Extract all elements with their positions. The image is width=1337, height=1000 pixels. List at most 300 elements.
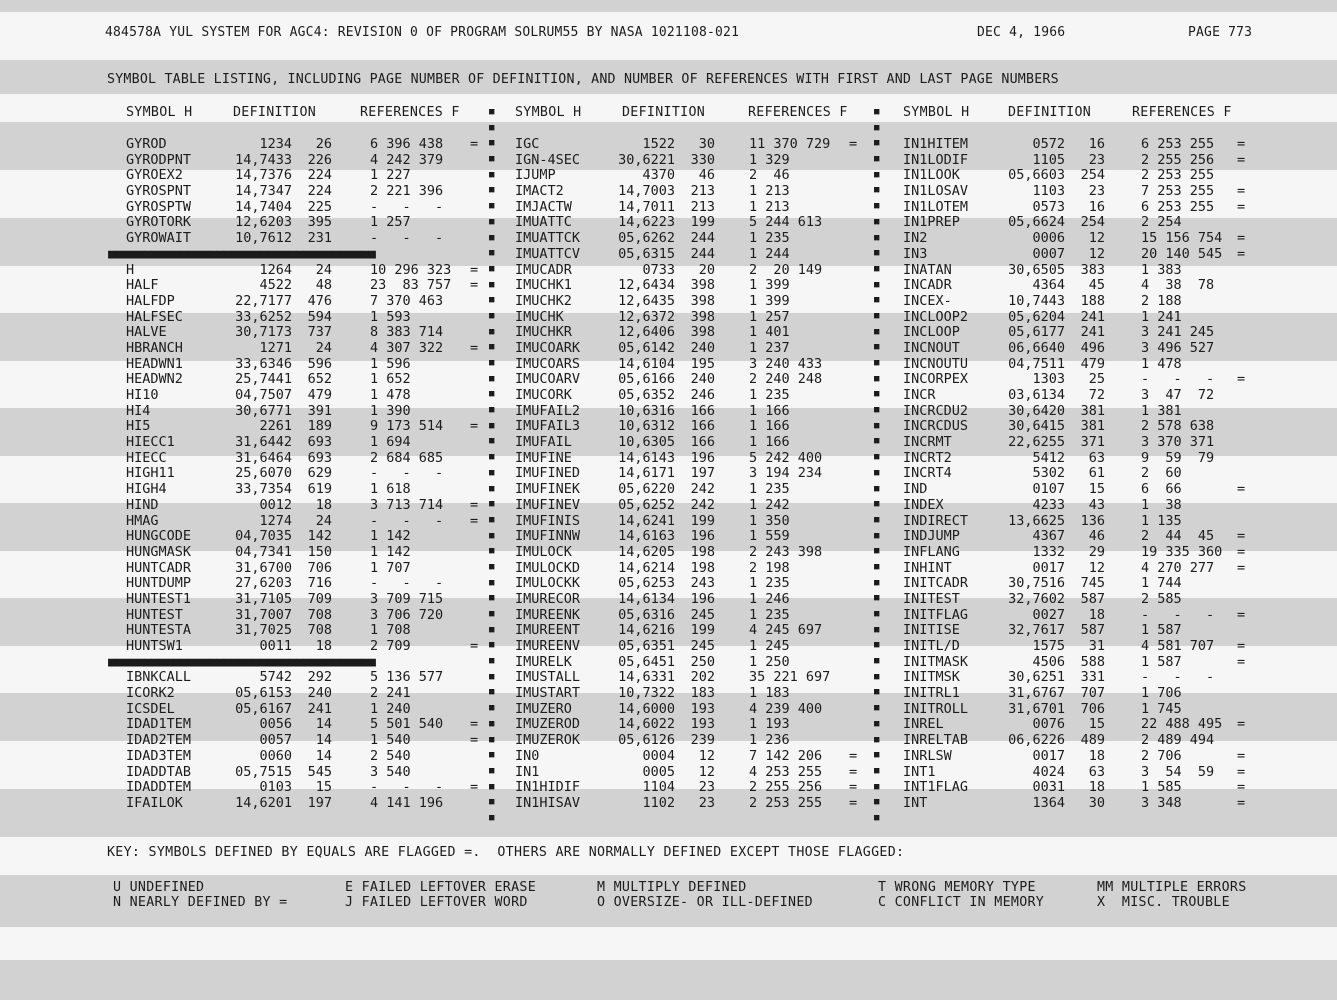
symbol-name: IMUSTART xyxy=(515,685,581,702)
symbol-name: IN2 xyxy=(903,230,928,247)
definition-page: 708 xyxy=(307,606,332,623)
symbol-name: INCEX- xyxy=(903,292,952,309)
definition-page: 398 xyxy=(690,277,715,294)
divider-mark: ■ xyxy=(489,373,495,384)
definition-address: 14,6201 xyxy=(235,794,292,811)
definition-address: 0076 xyxy=(1032,716,1065,733)
definition-address: 0012 xyxy=(259,496,292,513)
divider-mark: ■ xyxy=(874,765,880,776)
symbol-row xyxy=(497,561,873,577)
reference-counts: 1 142 xyxy=(370,543,411,560)
definition-address: 30,7173 xyxy=(235,324,292,341)
legend-code: O OVERSIZE- OR ILL-DEFINED xyxy=(597,895,813,910)
definition-page: 242 xyxy=(690,481,715,498)
divider-mark: ■ xyxy=(489,812,495,823)
definition-address: 0004 xyxy=(642,747,675,764)
symbol-name: INCLOOP2 xyxy=(903,308,969,325)
definition-page: 693 xyxy=(307,434,332,451)
divider-mark: ■ xyxy=(874,201,880,212)
symbol-name: INCORPEX xyxy=(903,371,969,388)
definition-address: 25,6070 xyxy=(235,465,292,482)
symbol-name: HMAG xyxy=(126,512,159,529)
reference-counts: 4 38 78 xyxy=(1141,277,1215,294)
symbol-name: INT xyxy=(903,794,928,811)
divider-mark: ■ xyxy=(489,499,495,510)
symbol-name: HEADWN2 xyxy=(126,371,183,388)
flag: = xyxy=(470,339,479,356)
definition-address: 12,6203 xyxy=(235,214,292,231)
symbol-name: IMUZERO xyxy=(515,700,572,717)
definition-address: 0011 xyxy=(259,638,292,654)
reference-counts: 2 255 256 xyxy=(1141,151,1215,168)
flag: = xyxy=(1237,779,1246,796)
definition-address: 14,6331 xyxy=(618,669,675,686)
definition-page: 594 xyxy=(307,308,332,325)
symbol-name: INDIRECT xyxy=(903,512,969,529)
symbol-row xyxy=(885,670,1265,686)
col2-symbol-header: SYMBOL H xyxy=(515,105,582,120)
symbol-name: IMUFINEV xyxy=(515,496,581,513)
symbol-row xyxy=(885,623,1265,639)
symbol-row xyxy=(108,168,488,184)
reference-counts: 1 244 xyxy=(749,245,790,262)
symbol-row xyxy=(497,200,873,216)
definition-address: 05,6142 xyxy=(618,339,675,356)
divider-mark: ■ xyxy=(489,781,495,792)
symbol-row xyxy=(108,796,488,812)
definition-page: 196 xyxy=(690,528,715,545)
definition-address: 0007 xyxy=(1032,245,1065,262)
symbol-row xyxy=(108,623,488,639)
divider-mark: ■ xyxy=(489,420,495,431)
symbol-row xyxy=(108,749,488,765)
divider-mark: ■ xyxy=(874,122,880,133)
symbol-row xyxy=(885,749,1265,765)
symbol-name: HUNTDUMP xyxy=(126,575,192,592)
definition-address: 14,6022 xyxy=(618,716,675,733)
definition-address: 12,6435 xyxy=(618,292,675,309)
definition-address: 10,6305 xyxy=(618,434,675,451)
definition-address: 1103 xyxy=(1032,183,1065,200)
definition-page: 63 xyxy=(1088,763,1105,780)
divider-mark: ■ xyxy=(489,750,495,761)
definition-page: 189 xyxy=(307,418,332,435)
symbol-name: INITRL1 xyxy=(903,685,960,702)
definition-page: 25 xyxy=(1088,371,1105,388)
symbol-row xyxy=(108,419,488,435)
definition-page: 246 xyxy=(690,387,715,403)
definition-address: 4024 xyxy=(1032,763,1065,780)
flag: = xyxy=(1237,245,1246,262)
symbol-name: INITFLAG xyxy=(903,606,969,623)
definition-page: 136 xyxy=(1080,512,1105,529)
symbol-row xyxy=(108,388,488,404)
definition-address: 30,6771 xyxy=(235,402,292,419)
divider-mark: ■ xyxy=(874,671,880,682)
symbol-name: GYROWAIT xyxy=(126,230,192,247)
definition-address: 30,6415 xyxy=(1008,418,1065,435)
symbol-name: HUNTCADR xyxy=(126,559,192,576)
reference-counts: 1 478 xyxy=(370,387,411,403)
symbol-row xyxy=(885,608,1265,624)
reference-counts: 1 329 xyxy=(749,151,790,168)
legend-code: U UNDEFINED xyxy=(113,880,205,895)
definition-address: 31,6700 xyxy=(235,559,292,576)
definition-address: 4506 xyxy=(1032,653,1065,670)
divider-mark: ■ xyxy=(489,671,495,682)
definition-page: 240 xyxy=(690,339,715,356)
listing-subtitle: SYMBOL TABLE LISTING, INCLUDING PAGE NUMBER OF DEFINITION, AND NUMBER OF REFERENCES WITH FIRST AND LAST PAGE NUMBERS xyxy=(107,72,1059,87)
divider-mark: ■ xyxy=(489,624,495,635)
definition-address: 04,7507 xyxy=(235,387,292,403)
definition-address: 05,6603 xyxy=(1008,167,1065,184)
reference-counts: 1 350 xyxy=(749,512,790,529)
symbol-row xyxy=(885,545,1265,561)
symbol-name: IN3 xyxy=(903,245,928,262)
divider-mark: ■ xyxy=(489,107,495,117)
definition-page: 241 xyxy=(1080,324,1105,341)
flag: = xyxy=(470,496,479,513)
divider-mark: ■ xyxy=(874,389,880,400)
symbol-name: INCR xyxy=(903,387,936,403)
definition-address: 30,6251 xyxy=(1008,669,1065,686)
symbol-row xyxy=(497,592,873,608)
definition-address: 04,7511 xyxy=(1008,355,1065,372)
symbol-name: HALVE xyxy=(126,324,167,341)
symbol-name: IMULOCKD xyxy=(515,559,581,576)
symbol-name: HIECC xyxy=(126,449,167,466)
symbol-row xyxy=(497,482,873,498)
symbol-name: GYROD xyxy=(126,136,167,152)
symbol-name: IDAD1TEM xyxy=(126,716,192,733)
symbol-name: IN1 xyxy=(515,763,540,780)
symbol-name: IMUFAIL xyxy=(515,434,572,451)
divider-mark: ■ xyxy=(489,514,495,525)
symbol-name: INCNOUT xyxy=(903,339,960,356)
definition-address: 25,7441 xyxy=(235,371,292,388)
col1-references-header: REFERENCES F xyxy=(360,105,460,120)
reference-counts: 2 489 494 xyxy=(1141,732,1215,749)
divider-mark: ■ xyxy=(874,483,880,494)
symbol-row xyxy=(108,294,488,310)
divider-mark: ■ xyxy=(489,703,495,714)
symbol-row xyxy=(108,670,488,686)
definition-address: 05,6252 xyxy=(618,496,675,513)
symbol-name: INCRCDUS xyxy=(903,418,969,435)
definition-page: 14 xyxy=(315,747,332,764)
reference-counts: 6 66 xyxy=(1141,481,1182,498)
symbol-row xyxy=(885,576,1265,592)
divider-mark: ■ xyxy=(874,514,880,525)
definition-address: 14,6223 xyxy=(618,214,675,231)
reference-counts: 5 244 613 xyxy=(749,214,823,231)
definition-address: 2261 xyxy=(259,418,292,435)
reference-counts: 1 593 xyxy=(370,308,411,325)
legend-code: E FAILED LEFTOVER ERASE xyxy=(345,880,537,895)
reference-counts: 3 706 720 xyxy=(370,606,444,623)
definition-page: 250 xyxy=(690,653,715,670)
symbol-name: INITMASK xyxy=(903,653,969,670)
definition-page: 30 xyxy=(698,136,715,152)
definition-page: 198 xyxy=(690,559,715,576)
symbol-name: IMURELK xyxy=(515,653,572,670)
reference-counts: 8 383 714 xyxy=(370,324,444,341)
symbol-row xyxy=(108,639,488,655)
symbol-row xyxy=(885,168,1265,184)
symbol-row xyxy=(885,466,1265,482)
definition-page: 198 xyxy=(690,543,715,560)
divider-mark: ■ xyxy=(489,201,495,212)
col1-symbol-header: SYMBOL H xyxy=(126,105,193,120)
definition-address: 4522 xyxy=(259,277,292,294)
symbol-name: IMUCORK xyxy=(515,387,572,403)
definition-address: 12,6372 xyxy=(618,308,675,325)
symbol-row xyxy=(108,325,488,341)
symbol-row xyxy=(497,529,873,545)
definition-page: 545 xyxy=(307,763,332,780)
definition-address: 06,6640 xyxy=(1008,339,1065,356)
definition-page: 23 xyxy=(1088,151,1105,168)
symbol-row xyxy=(885,796,1265,812)
definition-address: 0573 xyxy=(1032,198,1065,215)
definition-address: 31,7105 xyxy=(235,590,292,607)
symbol-column-1 xyxy=(108,137,488,812)
reference-counts: 4 253 255 xyxy=(749,763,823,780)
header-page: PAGE 773 xyxy=(1188,25,1253,40)
definition-address: 1102 xyxy=(642,794,675,811)
symbol-row xyxy=(497,717,873,733)
reference-counts: 1 235 xyxy=(749,481,790,498)
definition-address: 05,6315 xyxy=(618,245,675,262)
definition-page: 150 xyxy=(307,543,332,560)
reference-counts: 1 250 xyxy=(749,653,790,670)
divider-mark: ■ xyxy=(874,452,880,463)
definition-address: 05,6204 xyxy=(1008,308,1065,325)
symbol-name: H xyxy=(126,261,135,278)
reference-counts: 1 708 xyxy=(370,622,411,639)
divider-mark: ■ xyxy=(874,499,880,510)
definition-page: 24 xyxy=(315,339,332,356)
divider-mark: ■ xyxy=(489,797,495,808)
definition-address: 31,6464 xyxy=(235,449,292,466)
flag: = xyxy=(470,716,479,733)
symbol-row xyxy=(108,451,488,467)
symbol-name: INCRMT xyxy=(903,434,952,451)
definition-page: 496 xyxy=(1080,339,1105,356)
divider-mark: ■ xyxy=(874,577,880,588)
symbol-row xyxy=(497,215,873,231)
symbol-row xyxy=(497,639,873,655)
definition-address: 14,6241 xyxy=(618,512,675,529)
divider-mark: ■ xyxy=(874,310,880,321)
symbol-row xyxy=(108,733,488,749)
reference-counts: 23 83 757 xyxy=(370,277,452,294)
symbol-name: IMUZEROD xyxy=(515,716,581,733)
definition-page: 596 xyxy=(307,355,332,372)
symbol-name: IDADDTAB xyxy=(126,763,192,780)
symbol-row xyxy=(885,310,1265,326)
symbol-row xyxy=(497,749,873,765)
divider-mark: ■ xyxy=(874,781,880,792)
divider-mark: ■ xyxy=(874,530,880,541)
definition-page: 18 xyxy=(315,638,332,654)
definition-address: 0031 xyxy=(1032,779,1065,796)
divider-mark: ■ xyxy=(874,342,880,353)
symbol-row xyxy=(885,765,1265,781)
definition-page: 476 xyxy=(307,292,332,309)
symbol-row xyxy=(885,419,1265,435)
flag: = xyxy=(470,136,479,152)
definition-address: 03,6134 xyxy=(1008,387,1065,403)
reference-counts: 2 60 xyxy=(1141,465,1182,482)
symbol-name: IN1HITEM xyxy=(903,136,969,152)
definition-address: 0107 xyxy=(1032,481,1065,498)
definition-page: 652 xyxy=(307,371,332,388)
reference-counts: 1 213 xyxy=(749,183,790,200)
definition-page: 12 xyxy=(698,747,715,764)
definition-address: 31,7007 xyxy=(235,606,292,623)
definition-address: 14,7003 xyxy=(618,183,675,200)
reference-counts: 2 198 xyxy=(749,559,790,576)
reference-counts: 6 396 438 xyxy=(370,136,444,152)
definition-address: 14,7433 xyxy=(235,151,292,168)
reference-counts: 5 136 577 xyxy=(370,669,444,686)
symbol-name: IN0 xyxy=(515,747,540,764)
flag: = xyxy=(470,261,479,278)
symbol-name: IMUZEROK xyxy=(515,732,581,749)
definition-page: 14 xyxy=(315,732,332,749)
definition-address: 10,7443 xyxy=(1008,292,1065,309)
definition-page: 15 xyxy=(1088,716,1105,733)
symbol-row xyxy=(108,435,488,451)
divider-mark: ■ xyxy=(489,405,495,416)
symbol-row xyxy=(497,655,873,671)
flag: = xyxy=(1237,653,1246,670)
reference-counts: - - - xyxy=(1141,606,1215,623)
divider-mark: ■ xyxy=(874,703,880,714)
definition-address: 10,7322 xyxy=(618,685,675,702)
symbol-row xyxy=(885,639,1265,655)
definition-address: 1264 xyxy=(259,261,292,278)
flag: = xyxy=(470,512,479,529)
page-header xyxy=(105,25,1265,43)
col3-definition-header: DEFINITION xyxy=(1008,105,1092,120)
symbol-row xyxy=(497,514,873,530)
definition-address: 0006 xyxy=(1032,230,1065,247)
symbol-row xyxy=(497,247,873,263)
divider-mark: ■ xyxy=(489,295,495,306)
symbol-name: IMUCHK1 xyxy=(515,277,572,294)
symbol-name: HBRANCH xyxy=(126,339,183,356)
divider-mark: ■ xyxy=(874,624,880,635)
definition-page: 383 xyxy=(1080,261,1105,278)
definition-page: 196 xyxy=(690,590,715,607)
symbol-row xyxy=(108,466,488,482)
reference-counts: 4 141 196 xyxy=(370,794,444,811)
symbol-name: GYROSPTW xyxy=(126,198,192,215)
reference-counts: 2 254 xyxy=(1141,214,1182,231)
flag: = xyxy=(470,779,479,796)
definition-address: 05,6126 xyxy=(618,732,675,749)
divider-mark: ■ xyxy=(874,216,880,227)
symbol-name: HUNTSW1 xyxy=(126,638,183,654)
symbol-row xyxy=(497,435,873,451)
symbol-row xyxy=(497,780,873,796)
reference-counts: 3 194 234 xyxy=(749,465,823,482)
divider-mark: ■ xyxy=(489,232,495,243)
definition-page: 479 xyxy=(307,387,332,403)
symbol-name: IMURECOR xyxy=(515,590,581,607)
reference-counts: 22 488 495 xyxy=(1141,716,1223,733)
reference-counts: 9 173 514 xyxy=(370,418,444,435)
definition-address: 10,6316 xyxy=(618,402,675,419)
divider-mark: ■ xyxy=(874,797,880,808)
reference-counts: 3 54 59 xyxy=(1141,763,1215,780)
symbol-row xyxy=(108,278,488,294)
divider-mark: ■ xyxy=(874,420,880,431)
symbol-name: HALFSEC xyxy=(126,308,183,325)
reference-counts: 1 166 xyxy=(749,418,790,435)
reference-counts: 3 540 xyxy=(370,763,411,780)
definition-page: 489 xyxy=(1080,732,1105,749)
definition-page: 45 xyxy=(1088,277,1105,294)
divider-mark: ■ xyxy=(489,609,495,619)
symbol-name: IMUREENK xyxy=(515,606,581,623)
divider-mark: ■ xyxy=(874,107,880,117)
definition-address: 4233 xyxy=(1032,496,1065,513)
definition-address: 0572 xyxy=(1032,136,1065,152)
reference-counts: - - - xyxy=(1141,371,1215,388)
symbol-row xyxy=(885,231,1265,247)
symbol-name: IMUATTCK xyxy=(515,230,581,247)
legend-code: C CONFLICT IN MEMORY xyxy=(878,895,1045,910)
definition-address: 0017 xyxy=(1032,747,1065,764)
definition-address: 32,7617 xyxy=(1008,622,1065,639)
divider-mark: ■ xyxy=(489,122,495,133)
divider-mark: ■ xyxy=(874,279,880,290)
definition-page: 188 xyxy=(1080,292,1105,309)
reference-counts: 1 652 xyxy=(370,371,411,388)
reference-counts: 2 188 xyxy=(1141,292,1182,309)
symbol-name: IMUCHK xyxy=(515,308,564,325)
definition-page: 193 xyxy=(690,716,715,733)
definition-page: 708 xyxy=(307,622,332,639)
definition-page: 241 xyxy=(307,700,332,717)
symbol-name: INITCADR xyxy=(903,575,969,592)
symbol-name: IMUFINED xyxy=(515,465,581,482)
symbol-row xyxy=(108,357,488,373)
definition-address: 4367 xyxy=(1032,528,1065,545)
symbol-row xyxy=(885,388,1265,404)
reference-counts: 10 296 323 xyxy=(370,261,452,278)
symbol-name: HIGH4 xyxy=(126,481,167,498)
definition-address: 1364 xyxy=(1032,794,1065,811)
definition-address: 0057 xyxy=(259,732,292,749)
definition-page: 693 xyxy=(307,449,332,466)
symbol-row xyxy=(885,200,1265,216)
definition-page: 142 xyxy=(307,528,332,545)
definition-address: 1271 xyxy=(259,339,292,356)
reference-counts: 1 235 xyxy=(749,387,790,403)
definition-page: 195 xyxy=(690,355,715,372)
divider-mark: ■ xyxy=(874,609,880,619)
symbol-name: HEADWN1 xyxy=(126,355,183,372)
symbol-row xyxy=(885,482,1265,498)
reference-counts: 3 240 433 xyxy=(749,355,823,372)
symbol-row xyxy=(885,215,1265,231)
flag: = xyxy=(470,638,479,654)
reference-counts: 3 370 371 xyxy=(1141,434,1215,451)
